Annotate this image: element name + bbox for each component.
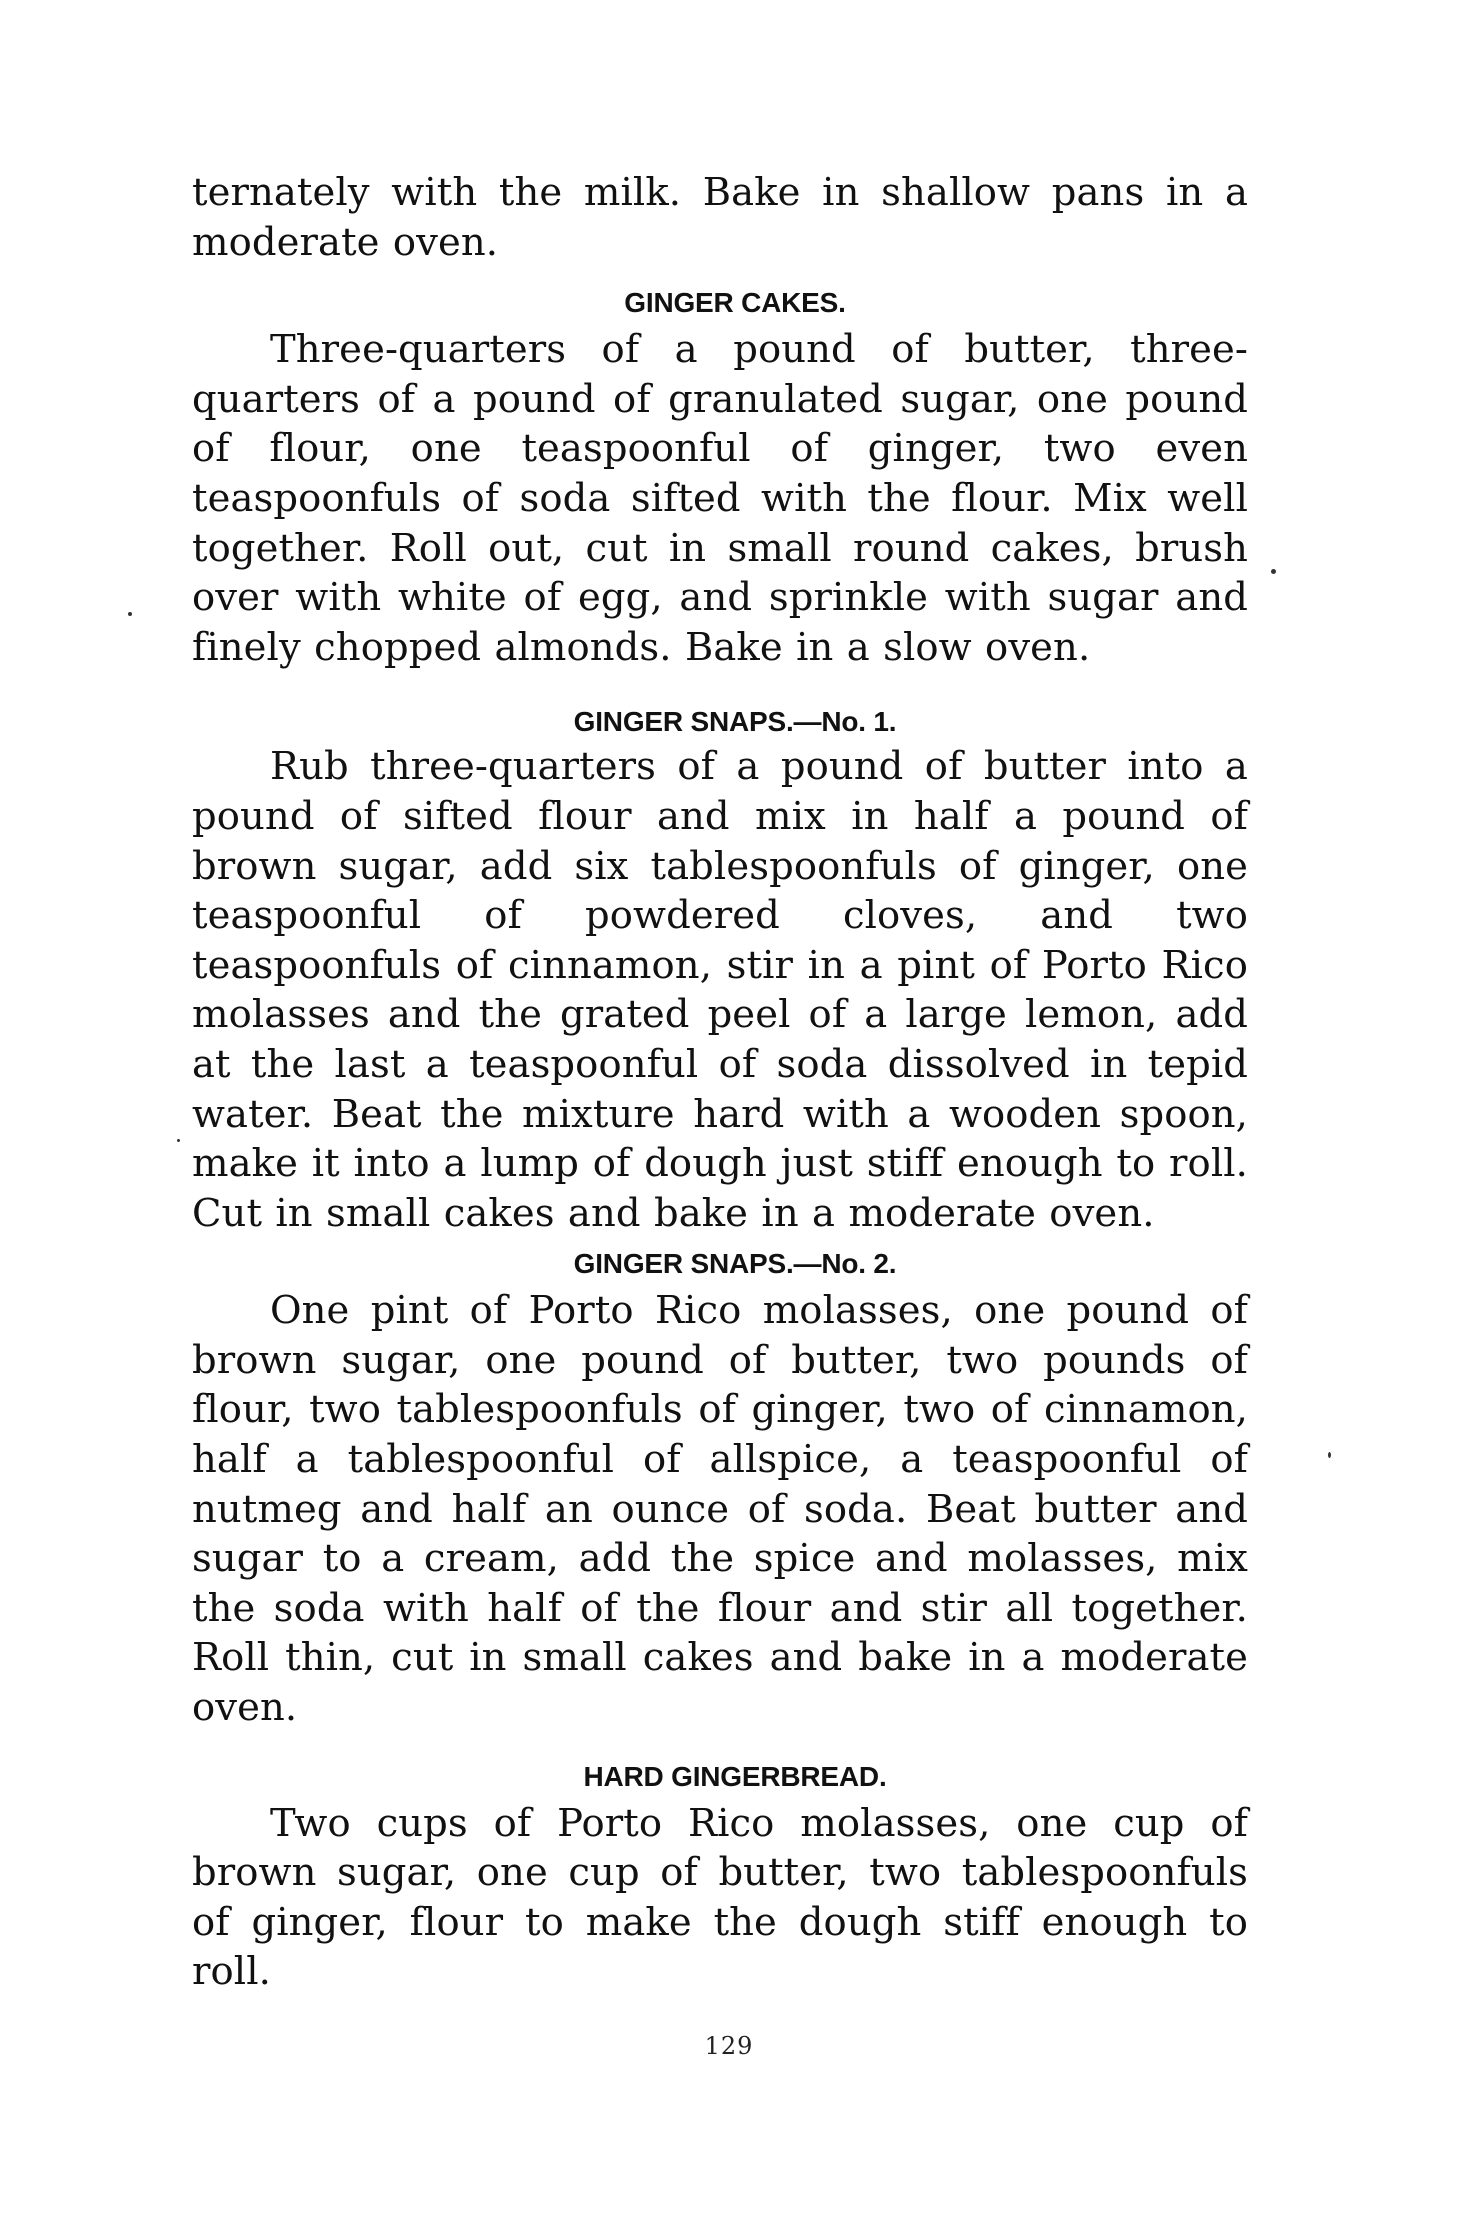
recipe-body-ginger-snaps-2: One pint of Porto Rico molasses, one pound of brown sugar, one pound of butter, two pounds of flour, two tablespoonfuls of ginger, two of cinnamon, half a tablespoonful of allspice, a teaspoonful of nutmeg and half an ounce of soda. Beat butter and sugar to a cream, add the spice and molasses, mix the soda with half of the flour and stir all together. Roll thin, cut in small cakes and bake in a moderate oven. bbox=[192, 1288, 1248, 1731]
print-speck bbox=[1328, 1452, 1331, 1458]
print-speck bbox=[177, 1139, 180, 1142]
recipe-title-ginger-cakes: GINGER CAKES. bbox=[624, 287, 846, 319]
print-speck bbox=[1271, 569, 1276, 574]
recipe-title-ginger-snaps-2: GINGER SNAPS.—No. 2. bbox=[573, 1248, 897, 1280]
book-page bbox=[192, 168, 1248, 1997]
page-number: 129 bbox=[704, 2032, 754, 2060]
recipe-body-ginger-cakes: Three-quarters of a pound of butter, three-quarters of a pound of granulated sugar, one pound of flour, one teaspoonful of ginger, two even teaspoonfuls of soda sifted with the flour. Mix well together. Roll out, cut in small round cakes, brush over with white of egg, and sprinkle with sugar and finely chopped almonds. Bake in a slow oven. bbox=[192, 327, 1248, 670]
recipe-title-hard-gingerbread: HARD GINGERBREAD. bbox=[583, 1760, 887, 1792]
recipe-title-ginger-snaps-1: GINGER SNAPS.—No. 1. bbox=[573, 706, 897, 738]
recipe-body-hard-gingerbread: Two cups of Porto Rico molasses, one cup of brown sugar, one cup of butter, two tablespoonfuls of ginger, flour to make the dough stiff enough to roll. bbox=[192, 1800, 1248, 1995]
print-speck bbox=[128, 612, 132, 616]
continuation-paragraph: ternately with the milk. Bake in shallow pans in a moderate oven. bbox=[192, 170, 1248, 265]
recipe-body-ginger-snaps-1: Rub three-quarters of a pound of butter into a pound of sifted flour and mix in half a pound of brown sugar, add six tablespoonfuls of ginger, one teaspoonful of powdered cloves, and two teaspoonfuls of cinnamon, stir in a pint of Porto Rico molasses and the grated peel of a large lemon, add at the last a teaspoonful of soda dissolved in tepid water. Beat the mixture hard with a wooden spoon, make it into a lump of dough just stiff enough to roll. Cut in small cakes and bake in a moderate oven. bbox=[192, 744, 1248, 1236]
